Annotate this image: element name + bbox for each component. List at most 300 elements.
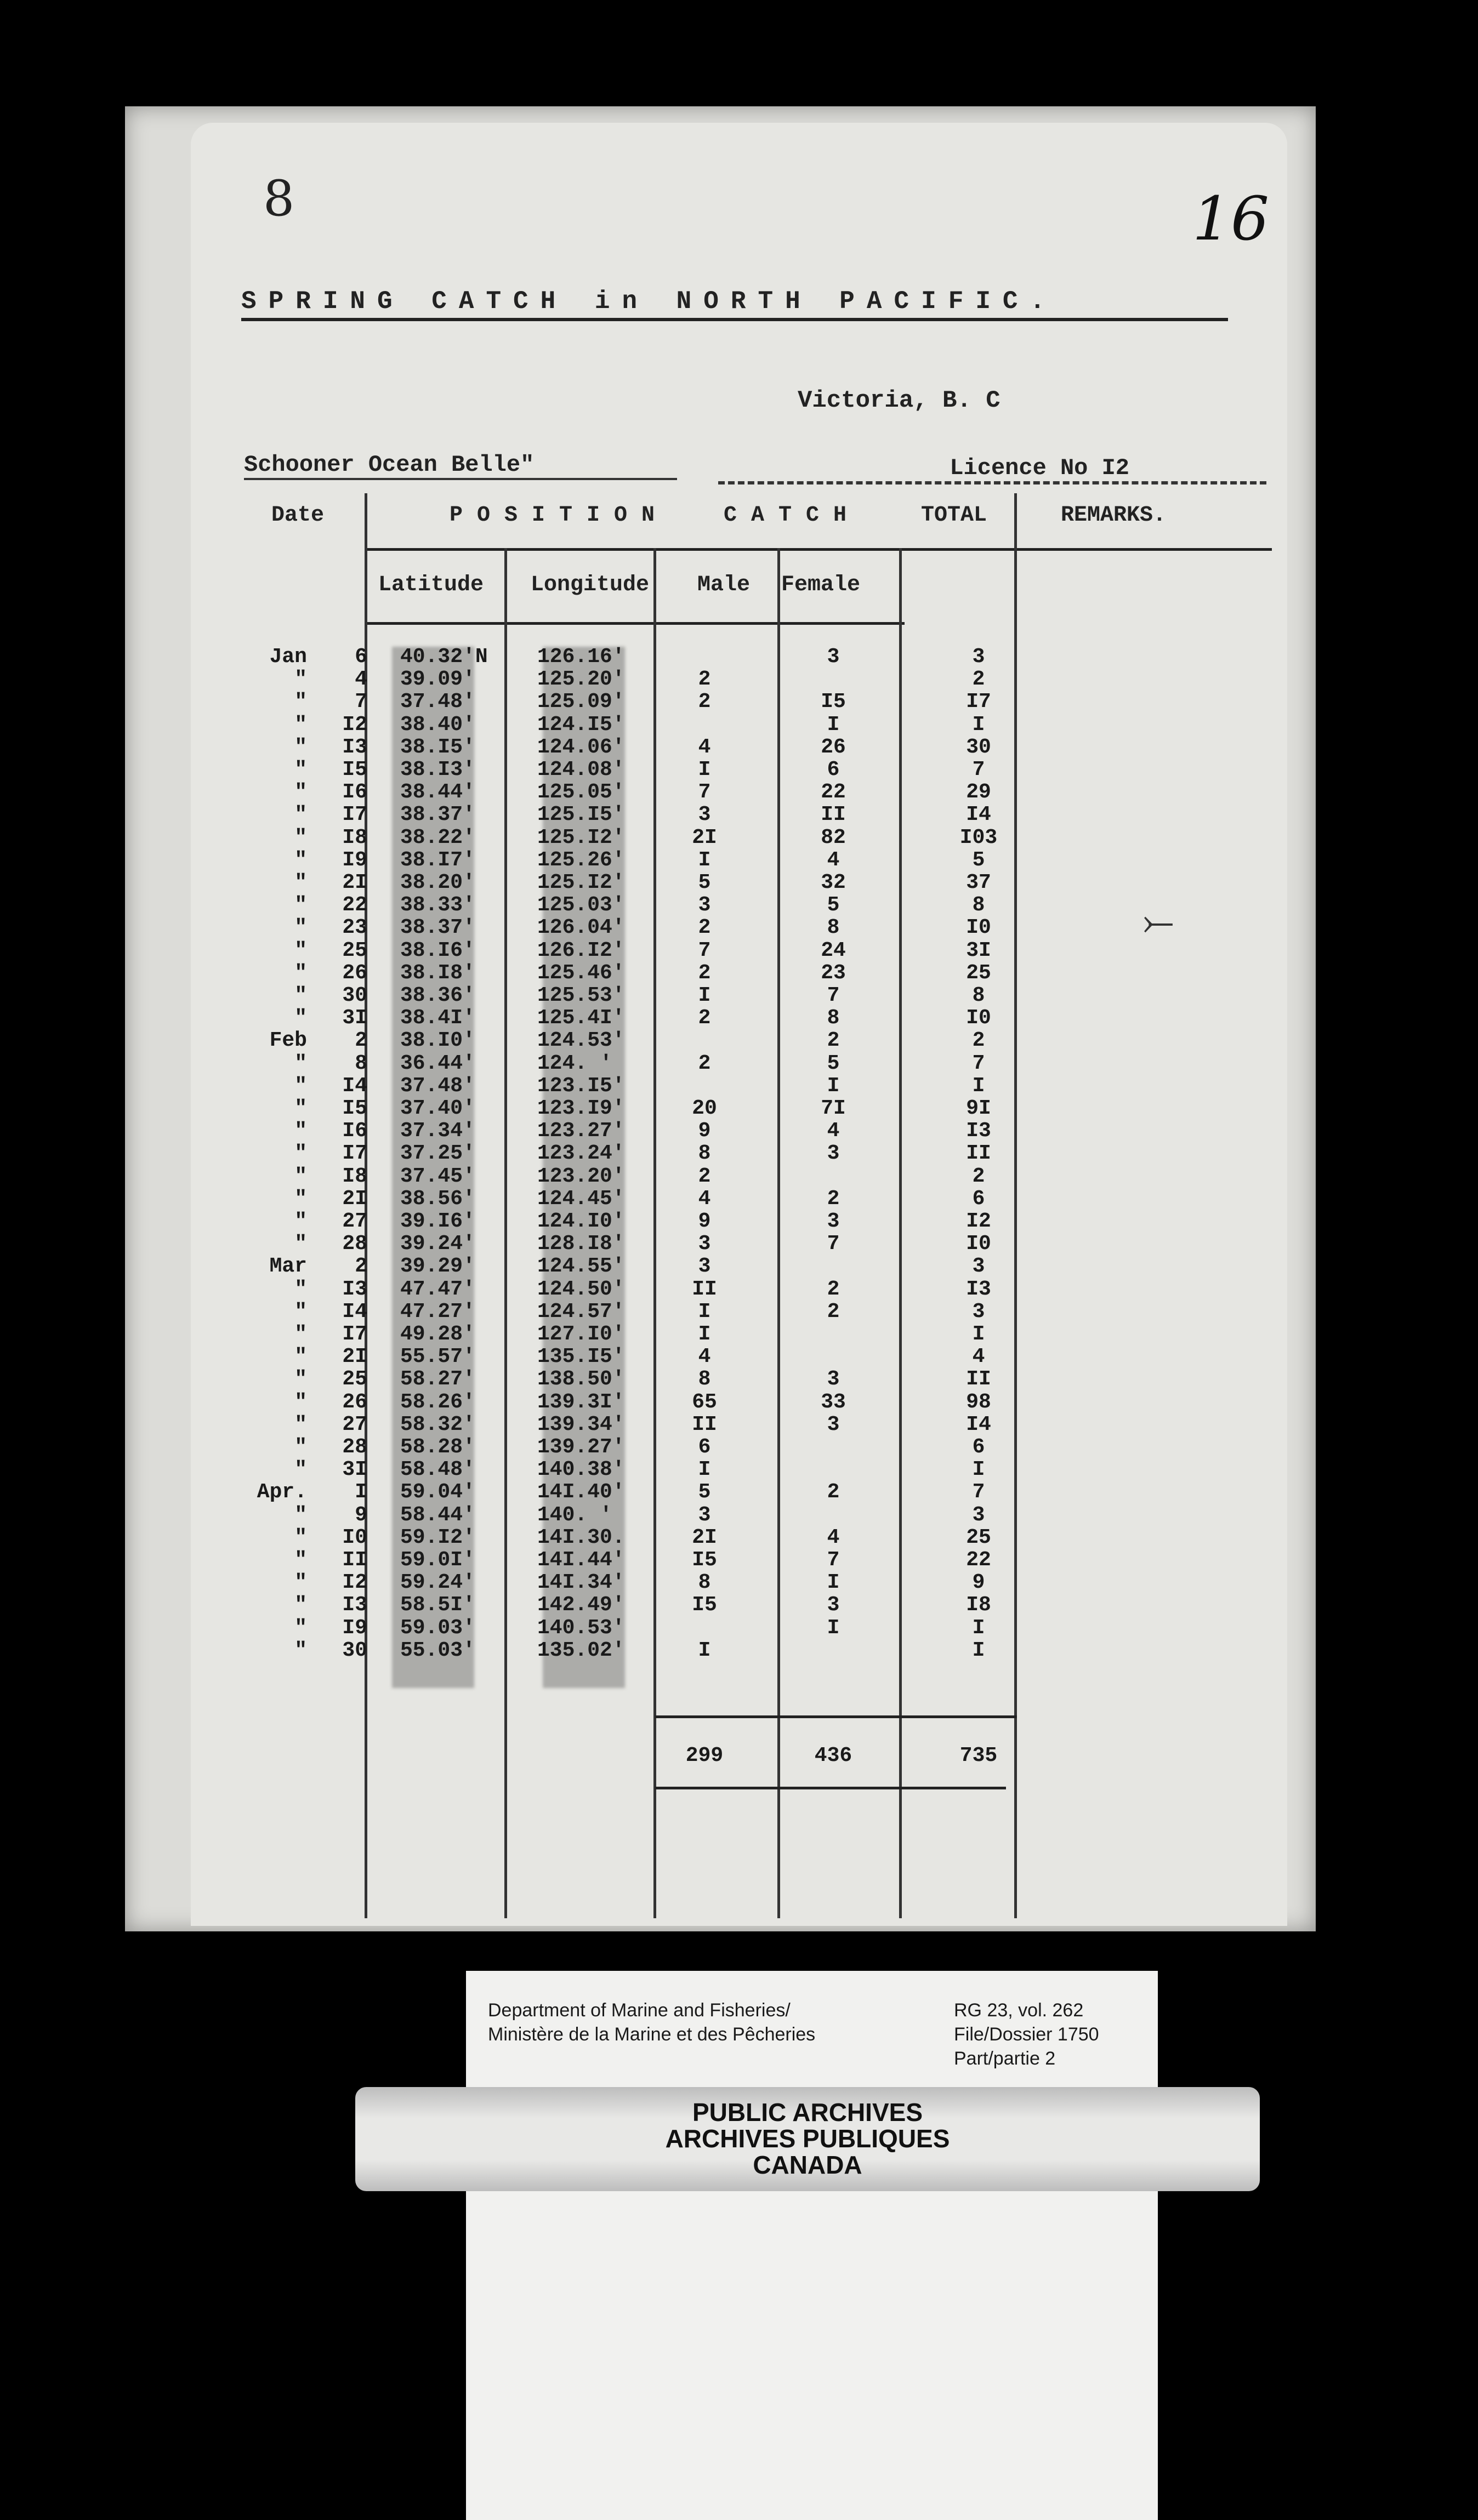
row-day: I2 bbox=[342, 1571, 367, 1595]
row-male: 3 bbox=[698, 1255, 711, 1279]
row-latitude: 37.48' bbox=[400, 690, 475, 714]
vessel-name: Schooner Ocean Belle" bbox=[244, 452, 677, 480]
part-number: Part/partie 2 bbox=[954, 2048, 1056, 2069]
row-total: I bbox=[972, 1322, 985, 1346]
header-rule bbox=[367, 548, 1272, 551]
row-month: " bbox=[294, 961, 307, 985]
row-day: 2I bbox=[342, 871, 367, 894]
row-female: II bbox=[821, 803, 846, 827]
row-latitude: 59.03' bbox=[400, 1616, 475, 1640]
row-latitude: 59.24' bbox=[400, 1571, 475, 1595]
row-total: 9 bbox=[972, 1571, 985, 1595]
row-latitude: 38.20' bbox=[400, 871, 475, 894]
row-day: II bbox=[342, 1548, 367, 1572]
row-day: 3I bbox=[342, 1006, 367, 1030]
row-female: 3 bbox=[827, 1412, 840, 1436]
row-latitude: 39.09' bbox=[400, 668, 475, 692]
row-total: 7 bbox=[972, 758, 985, 782]
row-female: 32 bbox=[821, 871, 846, 894]
row-female: 3 bbox=[827, 1210, 840, 1233]
row-male: I bbox=[698, 984, 711, 1007]
row-day: 7 bbox=[355, 690, 367, 714]
row-male: 3 bbox=[698, 1503, 711, 1527]
row-latitude: 58.44' bbox=[400, 1503, 475, 1527]
row-day: I3 bbox=[342, 1593, 367, 1617]
row-female: 8 bbox=[827, 916, 840, 940]
row-total: 3 bbox=[972, 645, 985, 669]
row-month: " bbox=[294, 1051, 307, 1075]
row-latitude: 39.I6' bbox=[400, 1210, 475, 1233]
row-latitude: 38.I7' bbox=[400, 848, 475, 872]
row-total: 98 bbox=[966, 1390, 991, 1414]
row-day: 2I bbox=[342, 1187, 367, 1211]
row-longitude: 142.49' bbox=[537, 1593, 625, 1617]
totals-row bbox=[241, 1744, 1064, 1767]
row-day: 27 bbox=[342, 1210, 367, 1233]
subheader-rule bbox=[367, 622, 905, 625]
row-total: I0 bbox=[966, 1006, 991, 1030]
row-longitude: 14I.34' bbox=[537, 1571, 625, 1595]
header-longitude: Longitude bbox=[531, 573, 650, 597]
row-day: I6 bbox=[342, 780, 367, 805]
row-longitude: 125.53' bbox=[537, 984, 625, 1007]
row-total: I3 bbox=[966, 1119, 991, 1143]
row-total: I bbox=[972, 1638, 985, 1662]
row-total: I bbox=[972, 1458, 985, 1482]
row-male: I bbox=[698, 1458, 711, 1482]
row-total: I7 bbox=[966, 690, 991, 714]
row-day: I7 bbox=[342, 803, 367, 827]
row-male: 65 bbox=[692, 1390, 717, 1414]
row-total: 6 bbox=[972, 1435, 985, 1459]
row-total: 8 bbox=[972, 984, 985, 1007]
row-longitude: 125.4I' bbox=[537, 1006, 625, 1030]
row-month: " bbox=[294, 1571, 307, 1595]
table-row bbox=[241, 1368, 1064, 1390]
row-total: 30 bbox=[966, 735, 991, 759]
row-total: 3I bbox=[966, 938, 991, 962]
row-longitude: 124. ' bbox=[537, 1051, 612, 1075]
row-month: " bbox=[294, 1232, 307, 1256]
row-month: " bbox=[294, 1119, 307, 1143]
row-female: 4 bbox=[827, 1525, 840, 1549]
row-longitude: 123.I9' bbox=[537, 1097, 625, 1120]
row-month: " bbox=[294, 916, 307, 940]
row-total: I03 bbox=[959, 825, 998, 849]
row-longitude: 125.I2' bbox=[537, 871, 625, 894]
stamp-line-3: CANADA bbox=[753, 2151, 862, 2179]
row-longitude: 123.I5' bbox=[537, 1074, 625, 1098]
row-male: 9 bbox=[698, 1119, 711, 1143]
row-longitude: 123.27' bbox=[537, 1119, 625, 1143]
row-month: " bbox=[294, 1458, 307, 1482]
row-latitude: 49.28' bbox=[400, 1322, 475, 1346]
row-month: " bbox=[294, 1097, 307, 1120]
row-month: " bbox=[294, 1277, 307, 1301]
row-day: I bbox=[355, 1480, 367, 1504]
row-day: 2I bbox=[342, 1345, 367, 1369]
row-longitude: 124.06' bbox=[537, 735, 625, 759]
row-total: II bbox=[966, 1367, 991, 1392]
row-female: 3 bbox=[827, 645, 840, 669]
row-female: 7 bbox=[827, 1548, 840, 1572]
row-total: 22 bbox=[966, 1548, 991, 1572]
row-longitude: 14I.40' bbox=[537, 1480, 625, 1504]
table-row bbox=[241, 1594, 1064, 1616]
row-total: II bbox=[966, 1142, 991, 1166]
row-month: " bbox=[294, 893, 307, 917]
row-latitude: 40.32'N bbox=[400, 645, 488, 669]
row-month: " bbox=[294, 1593, 307, 1617]
header-position: POSITION bbox=[450, 503, 669, 528]
row-longitude: 125.26' bbox=[537, 848, 625, 872]
table-row bbox=[241, 939, 1064, 962]
row-latitude: 37.25' bbox=[400, 1142, 475, 1166]
row-male: 7 bbox=[698, 780, 711, 805]
row-male: 2 bbox=[698, 668, 711, 692]
row-male: 3 bbox=[698, 803, 711, 827]
header-latitude: Latitude bbox=[378, 573, 484, 597]
row-female: 5 bbox=[827, 1051, 840, 1075]
table-row bbox=[241, 1052, 1064, 1075]
row-month: " bbox=[294, 735, 307, 759]
row-male: 2 bbox=[698, 916, 711, 940]
row-latitude: 59.0I' bbox=[400, 1548, 475, 1572]
row-total: 3 bbox=[972, 1299, 985, 1324]
row-total: I3 bbox=[966, 1277, 991, 1301]
row-month: " bbox=[294, 1142, 307, 1166]
header-catch: CATCH bbox=[724, 503, 861, 528]
row-day: 27 bbox=[342, 1412, 367, 1436]
row-longitude: 124.08' bbox=[537, 758, 625, 782]
row-female: 82 bbox=[821, 825, 846, 849]
row-day: 25 bbox=[342, 938, 367, 962]
row-total: I bbox=[972, 1074, 985, 1098]
row-day: 26 bbox=[342, 1390, 367, 1414]
row-latitude: 39.24' bbox=[400, 1232, 475, 1256]
row-female: 6 bbox=[827, 758, 840, 782]
department-fr: Ministère de la Marine et des Pêcheries bbox=[488, 2024, 816, 2045]
row-latitude: 58.48' bbox=[400, 1458, 475, 1482]
row-female: 2 bbox=[827, 1480, 840, 1504]
row-longitude: 124.I0' bbox=[537, 1210, 625, 1233]
header-male: Male bbox=[697, 573, 751, 597]
row-latitude: 38.I5' bbox=[400, 735, 475, 759]
row-month: " bbox=[294, 1390, 307, 1414]
table-row bbox=[241, 736, 1064, 759]
total-female: 436 bbox=[814, 1744, 852, 1768]
row-latitude: 38.I0' bbox=[400, 1029, 475, 1053]
row-total: 7 bbox=[972, 1051, 985, 1075]
row-male: 6 bbox=[698, 1435, 711, 1459]
row-latitude: 38.I3' bbox=[400, 758, 475, 782]
table-row bbox=[241, 1075, 1064, 1097]
row-month: " bbox=[294, 938, 307, 962]
row-longitude: 126.04' bbox=[537, 916, 625, 940]
row-longitude: 128.I8' bbox=[537, 1232, 625, 1256]
row-month: " bbox=[294, 825, 307, 849]
row-day: 8 bbox=[355, 1051, 367, 1075]
row-total: I bbox=[972, 1616, 985, 1640]
table-row bbox=[241, 1210, 1064, 1233]
row-latitude: 55.57' bbox=[400, 1345, 475, 1369]
row-month: " bbox=[294, 1616, 307, 1640]
row-male: I bbox=[698, 848, 711, 872]
row-longitude: 140. ' bbox=[537, 1503, 612, 1527]
table-row bbox=[241, 916, 1064, 939]
row-male: 8 bbox=[698, 1571, 711, 1595]
row-latitude: 58.28' bbox=[400, 1435, 475, 1459]
row-male: I bbox=[698, 1322, 711, 1346]
header-date: Date bbox=[271, 503, 325, 528]
table-row bbox=[241, 1301, 1064, 1323]
row-day: I9 bbox=[342, 848, 367, 872]
row-longitude: 125.05' bbox=[537, 780, 625, 805]
row-day: 30 bbox=[342, 984, 367, 1007]
row-longitude: 135.I5' bbox=[537, 1345, 625, 1369]
row-male: I5 bbox=[692, 1548, 717, 1572]
reference: RG 23, vol. 262 bbox=[954, 2000, 1084, 2021]
row-male: 4 bbox=[698, 735, 711, 759]
row-male: 7 bbox=[698, 938, 711, 962]
row-male: II bbox=[692, 1277, 717, 1301]
table-row bbox=[241, 1233, 1064, 1255]
table-row bbox=[241, 826, 1064, 849]
row-male: 2I bbox=[692, 825, 717, 849]
row-female: 8 bbox=[827, 1006, 840, 1030]
row-male: 8 bbox=[698, 1367, 711, 1392]
table-row bbox=[241, 1165, 1064, 1188]
page-number: 16 bbox=[1192, 184, 1269, 254]
table-row bbox=[241, 1617, 1064, 1639]
row-female: 26 bbox=[821, 735, 846, 759]
row-male: I bbox=[698, 758, 711, 782]
row-male: I bbox=[698, 1299, 711, 1324]
row-female: 7 bbox=[827, 984, 840, 1007]
row-female: 22 bbox=[821, 780, 846, 805]
row-day: I2 bbox=[342, 712, 367, 737]
row-total: 2 bbox=[972, 668, 985, 692]
row-day: 23 bbox=[342, 916, 367, 940]
row-female: I5 bbox=[821, 690, 846, 714]
row-male: 3 bbox=[698, 893, 711, 917]
margin-mark-icon: ⤚ bbox=[1143, 899, 1174, 944]
row-female: 2 bbox=[827, 1187, 840, 1211]
row-day: I7 bbox=[342, 1142, 367, 1166]
row-day: I5 bbox=[342, 758, 367, 782]
table-row bbox=[241, 1142, 1064, 1165]
row-longitude: 139.27' bbox=[537, 1435, 625, 1459]
table-row bbox=[241, 1345, 1064, 1368]
table-row bbox=[241, 1549, 1064, 1571]
table-row bbox=[241, 1436, 1064, 1458]
row-month: Apr. bbox=[257, 1480, 307, 1504]
row-male: 3 bbox=[698, 1232, 711, 1256]
row-month: " bbox=[294, 1367, 307, 1392]
table-row bbox=[241, 962, 1064, 984]
row-day: I4 bbox=[342, 1299, 367, 1324]
row-total: 6 bbox=[972, 1187, 985, 1211]
header-remarks: REMARKS. bbox=[1061, 503, 1167, 528]
row-male: 5 bbox=[698, 871, 711, 894]
row-month: " bbox=[294, 712, 307, 737]
row-female: 5 bbox=[827, 893, 840, 917]
table-row bbox=[241, 781, 1064, 803]
row-total: 25 bbox=[966, 1525, 991, 1549]
row-total: I4 bbox=[966, 1412, 991, 1436]
row-longitude: 140.53' bbox=[537, 1616, 625, 1640]
row-day: I7 bbox=[342, 1322, 367, 1346]
table-row bbox=[241, 1413, 1064, 1436]
row-male: 4 bbox=[698, 1345, 711, 1369]
row-total: I0 bbox=[966, 916, 991, 940]
row-month: " bbox=[294, 668, 307, 692]
row-day: 3I bbox=[342, 1458, 367, 1482]
row-day: 9 bbox=[355, 1503, 367, 1527]
row-day: 28 bbox=[342, 1232, 367, 1256]
row-day: I4 bbox=[342, 1074, 367, 1098]
row-latitude: 58.5I' bbox=[400, 1593, 475, 1617]
row-day: 26 bbox=[342, 961, 367, 985]
row-longitude: 135.02' bbox=[537, 1638, 625, 1662]
row-day: 4 bbox=[355, 668, 367, 692]
row-longitude: 140.38' bbox=[537, 1458, 625, 1482]
row-longitude: 124.55' bbox=[537, 1255, 625, 1279]
row-latitude: 38.36' bbox=[400, 984, 475, 1007]
row-total: 2 bbox=[972, 1164, 985, 1188]
row-month: " bbox=[294, 1006, 307, 1030]
row-month: " bbox=[294, 1322, 307, 1346]
row-total: 5 bbox=[972, 848, 985, 872]
row-day: 2 bbox=[355, 1255, 367, 1279]
row-latitude: 47.47' bbox=[400, 1277, 475, 1301]
row-female: 2 bbox=[827, 1277, 840, 1301]
row-female: 7 bbox=[827, 1232, 840, 1256]
row-latitude: 55.03' bbox=[400, 1638, 475, 1662]
table-row bbox=[241, 1097, 1064, 1120]
row-female: 3 bbox=[827, 1142, 840, 1166]
archive-stamp bbox=[355, 2087, 1260, 2191]
row-longitude: 125.I2' bbox=[537, 825, 625, 849]
row-longitude: 125.03' bbox=[537, 893, 625, 917]
row-month: " bbox=[294, 1525, 307, 1549]
corner-mark: 8 bbox=[263, 170, 295, 227]
table-row bbox=[241, 691, 1064, 713]
row-longitude: 125.46' bbox=[537, 961, 625, 985]
row-longitude: 124.45' bbox=[537, 1187, 625, 1211]
department-en: Department of Marine and Fisheries/ bbox=[488, 2000, 791, 2021]
row-longitude: 139.34' bbox=[537, 1412, 625, 1436]
table-row bbox=[241, 714, 1064, 736]
row-male: 2 bbox=[698, 1164, 711, 1188]
row-day: 6 bbox=[355, 645, 367, 669]
table-row bbox=[241, 1571, 1064, 1594]
table-row bbox=[241, 849, 1064, 871]
row-month: " bbox=[294, 1210, 307, 1233]
table-row bbox=[241, 668, 1064, 691]
row-month: " bbox=[294, 1412, 307, 1436]
row-total: 9I bbox=[966, 1097, 991, 1120]
row-male: 2 bbox=[698, 690, 711, 714]
row-total: I0 bbox=[966, 1232, 991, 1256]
row-longitude: 124.50' bbox=[537, 1277, 625, 1301]
row-female: I bbox=[827, 1616, 840, 1640]
row-latitude: 38.I6' bbox=[400, 938, 475, 962]
archive-label bbox=[466, 1971, 1158, 2520]
row-longitude: 125.09' bbox=[537, 690, 625, 714]
row-latitude: 37.40' bbox=[400, 1097, 475, 1120]
row-month: Feb bbox=[269, 1029, 307, 1053]
table-row bbox=[241, 1481, 1064, 1503]
row-longitude: 124.57' bbox=[537, 1299, 625, 1324]
table-row bbox=[241, 894, 1064, 916]
row-male: 2 bbox=[698, 1006, 711, 1030]
row-latitude: 58.27' bbox=[400, 1367, 475, 1392]
table-row bbox=[241, 1504, 1064, 1526]
row-female: 23 bbox=[821, 961, 846, 985]
table-row bbox=[241, 984, 1064, 1007]
table-row bbox=[241, 1120, 1064, 1142]
row-female: 33 bbox=[821, 1390, 846, 1414]
row-total: 8 bbox=[972, 893, 985, 917]
row-total: 3 bbox=[972, 1503, 985, 1527]
row-day: I8 bbox=[342, 825, 367, 849]
row-latitude: 38.56' bbox=[400, 1187, 475, 1211]
row-month: " bbox=[294, 780, 307, 805]
row-latitude: 38.33' bbox=[400, 893, 475, 917]
row-female: 3 bbox=[827, 1367, 840, 1392]
row-longitude: 139.3I' bbox=[537, 1390, 625, 1414]
row-longitude: 125.20' bbox=[537, 668, 625, 692]
row-total: 7 bbox=[972, 1480, 985, 1504]
row-latitude: 59.04' bbox=[400, 1480, 475, 1504]
row-latitude: 38.22' bbox=[400, 825, 475, 849]
row-male: II bbox=[692, 1412, 717, 1436]
row-day: I9 bbox=[342, 1616, 367, 1640]
table-row bbox=[241, 759, 1064, 781]
row-male: 8 bbox=[698, 1142, 711, 1166]
row-longitude: 124.I5' bbox=[537, 712, 625, 737]
row-male: 2 bbox=[698, 1051, 711, 1075]
table-row bbox=[241, 803, 1064, 826]
row-male: 9 bbox=[698, 1210, 711, 1233]
row-day: I6 bbox=[342, 1119, 367, 1143]
row-day: 2 bbox=[355, 1029, 367, 1053]
row-day: I8 bbox=[342, 1164, 367, 1188]
table-row bbox=[241, 1188, 1064, 1210]
row-total: I2 bbox=[966, 1210, 991, 1233]
total-all: 735 bbox=[959, 1744, 998, 1768]
row-month: " bbox=[294, 1164, 307, 1188]
row-male: I bbox=[698, 1638, 711, 1662]
row-longitude: 14I.30. bbox=[537, 1525, 625, 1549]
row-day: 22 bbox=[342, 893, 367, 917]
row-day: I0 bbox=[342, 1525, 367, 1549]
row-month: " bbox=[294, 803, 307, 827]
row-month: " bbox=[294, 1435, 307, 1459]
row-month: " bbox=[294, 1345, 307, 1369]
row-month: Jan bbox=[269, 645, 307, 669]
table-row bbox=[241, 871, 1064, 894]
table-row bbox=[241, 1278, 1064, 1301]
row-female: 24 bbox=[821, 938, 846, 962]
row-day: 25 bbox=[342, 1367, 367, 1392]
row-latitude: 47.27' bbox=[400, 1299, 475, 1324]
table-row bbox=[241, 1029, 1064, 1052]
row-latitude: 37.45' bbox=[400, 1164, 475, 1188]
row-month: " bbox=[294, 1638, 307, 1662]
table-row bbox=[241, 1458, 1064, 1481]
